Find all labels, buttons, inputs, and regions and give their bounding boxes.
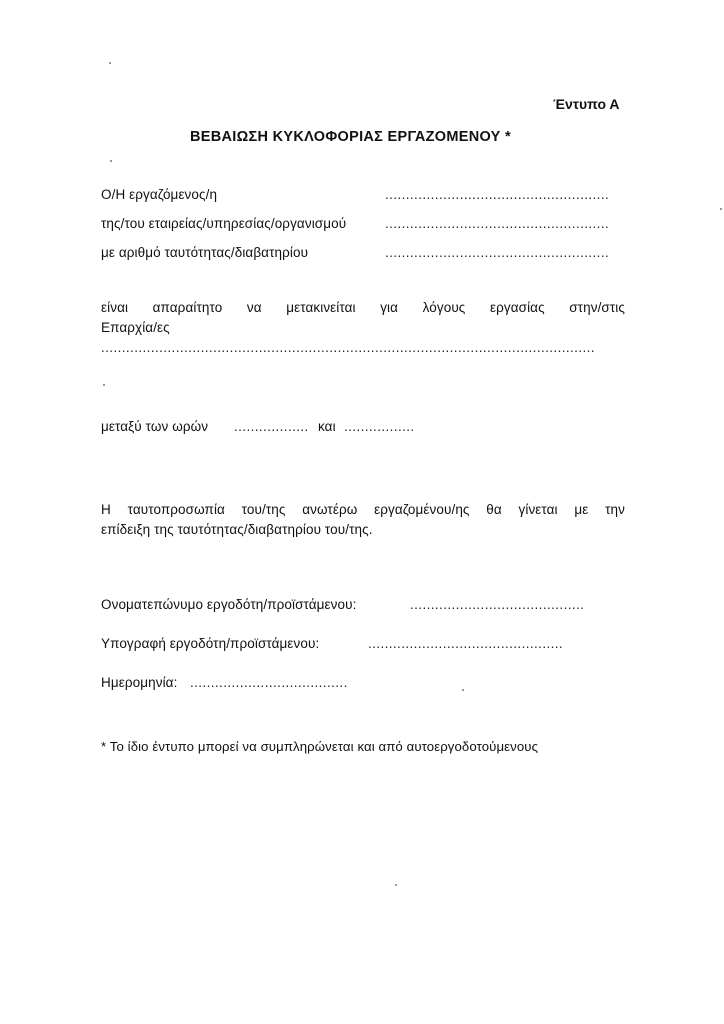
id-number-label: με αριθμό ταυτότητας/διαβατηρίου [101, 245, 309, 260]
company-label: της/του εταιρείας/υπηρεσίας/οργανισμού [101, 216, 347, 231]
hours-label: μεταξύ των ωρών [101, 419, 209, 434]
movement-text-line2: Επαρχία/ες [101, 320, 170, 335]
hours-and-label: και [318, 419, 336, 434]
form-code: Έντυπο Α [553, 96, 620, 112]
date-field[interactable]: ...................................... [190, 675, 348, 690]
company-field[interactable]: ...................................................... [385, 216, 610, 231]
scan-speck [462, 689, 464, 691]
identity-note-line2: επίδειξη της ταυτότητας/διαβατηρίου του/της. [101, 522, 373, 537]
identity-note-line1: Η ταυτοπροσωπία του/της ανωτέρω εργαζομένου/ης θα γίνεται με την [101, 502, 625, 517]
employee-field[interactable]: ...................................................... [385, 187, 610, 202]
employer-name-label: Ονοματεπώνυμο εργοδότη/προϊστάμενου: [101, 597, 357, 612]
scan-speck [110, 160, 112, 162]
districts-field[interactable]: ....................................................................................................................... [101, 340, 595, 355]
movement-text-line1: είναι απαραίτητο να μετακινείται για λόγους εργασίας στην/στις [101, 300, 625, 315]
footnote: * Το ίδιο έντυπο μπορεί να συμπληρώνεται και από αυτοεργοδοτούμενους [101, 739, 539, 754]
scan-speck [109, 62, 111, 64]
employer-name-field[interactable]: .......................................... [410, 597, 585, 612]
date-label: Ημερομηνία: [101, 675, 178, 690]
employer-signature-label: Υπογραφή εργοδότη/προϊστάμενου: [101, 636, 320, 651]
employee-label: Ο/Η εργαζόμενος/η [101, 187, 218, 202]
hours-to-field[interactable]: ................. [344, 419, 415, 434]
scan-speck [395, 884, 397, 886]
id-number-field[interactable]: ...................................................... [385, 245, 610, 260]
hours-from-field[interactable]: .................. [234, 419, 309, 434]
scan-speck [720, 208, 722, 210]
employer-signature-field[interactable]: ............................................... [368, 636, 564, 651]
document-title: ΒΕΒΑΙΩΣΗ ΚΥΚΛΟΦΟΡΙΑΣ ΕΡΓΑΖΟΜΕΝΟΥ * [190, 129, 511, 145]
scan-speck [103, 384, 105, 386]
